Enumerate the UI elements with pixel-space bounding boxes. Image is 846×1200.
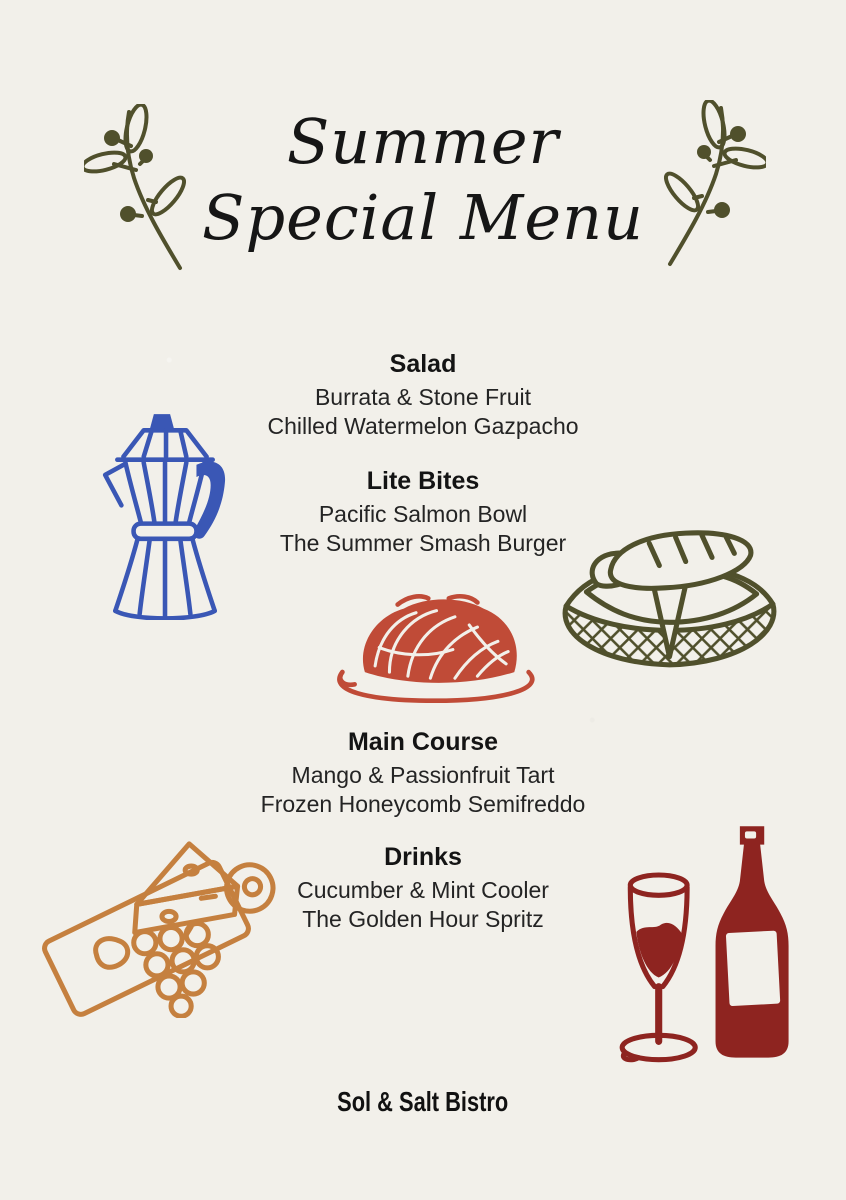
moka-pot-icon: [93, 412, 235, 620]
menu-item: Cucumber & Mint Cooler: [297, 877, 549, 903]
menu-title-line2: Special Menu: [202, 181, 644, 254]
section-heading: Salad: [389, 350, 457, 378]
section-heading: Drinks: [384, 843, 462, 871]
restaurant-name-text: Sol & Salt Bistro: [337, 1086, 509, 1117]
menu-item: The Summer Smash Burger: [279, 530, 567, 556]
menu-title: [0, 104, 846, 256]
restaurant-name: [0, 1086, 846, 1118]
section-heading: Main Course: [347, 728, 499, 756]
bread-basket-icon: [556, 528, 784, 672]
menu-item: Burrata & Stone Fruit: [314, 384, 532, 410]
wine-glass-bottle-icon: [610, 822, 818, 1066]
cheese-board-icon: [40, 828, 292, 1018]
section-heading: Lite Bites: [366, 467, 480, 495]
menu-item: Pacific Salmon Bowl: [318, 501, 528, 527]
menu-section-main-course: [0, 728, 846, 819]
spaghetti-plate-icon: [326, 588, 546, 706]
menu-title-line1: Summer: [286, 105, 560, 178]
menu-item: Mango & Passionfruit Tart: [291, 762, 555, 788]
menu-item: Chilled Watermelon Gazpacho: [267, 413, 579, 439]
menu-item: The Golden Hour Spritz: [302, 906, 544, 932]
menu-item: Frozen Honeycomb Semifreddo: [260, 791, 586, 817]
